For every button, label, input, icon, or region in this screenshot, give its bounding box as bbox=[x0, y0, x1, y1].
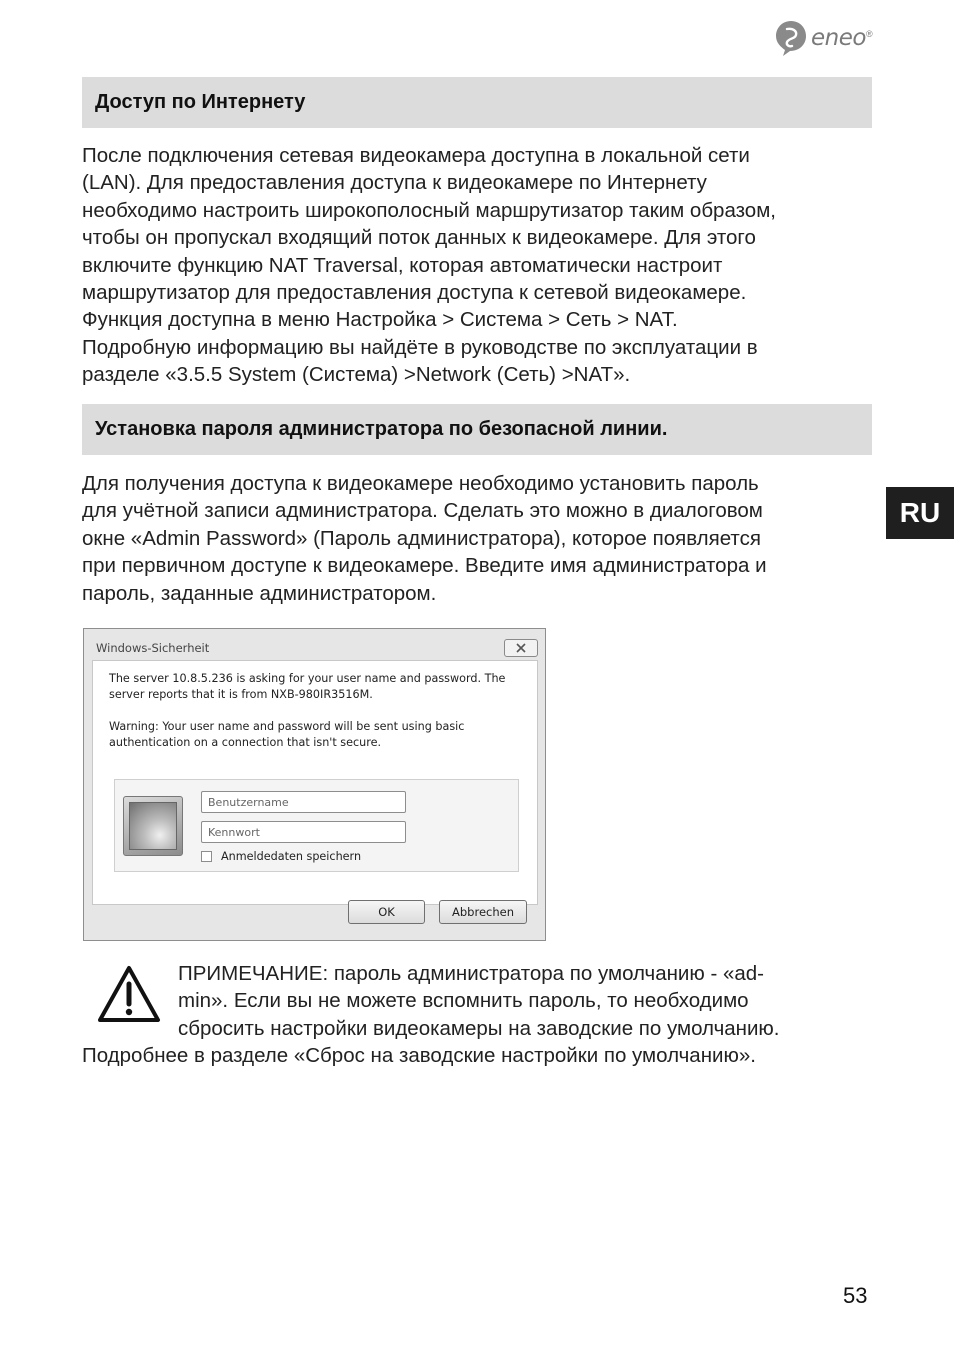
paragraph-line: окне «Admin Password» (Пароль администратора), которое появляется bbox=[82, 526, 761, 550]
paragraph-line: маршрутизатор для предоставления доступа к сетевой видеокамере. bbox=[82, 281, 747, 305]
admin-password-note bbox=[178, 960, 780, 1042]
paragraph-line: разделе «3.5.5 System (Система) >Network (Сеть) >NAT». bbox=[82, 363, 631, 387]
dialog-server-message bbox=[109, 671, 505, 703]
admin-password-paragraph bbox=[82, 470, 882, 607]
credentials-panel bbox=[114, 779, 519, 872]
dialog-title: Windows-Sicherheit bbox=[96, 641, 210, 655]
cancel-button[interactable]: Abbrechen bbox=[439, 900, 527, 924]
paragraph-line: необходимо настроить широкополосный маршрутизатор таким образом, bbox=[82, 198, 776, 222]
logo-registered-mark: ® bbox=[865, 29, 873, 39]
paragraph-line: для учётной записи администратора. Сделать это можно в диалоговом bbox=[82, 499, 763, 523]
eneo-logo bbox=[774, 18, 873, 58]
warning-triangle-icon bbox=[96, 964, 162, 1024]
flower-icon bbox=[129, 802, 177, 850]
dialog-warning-line: Warning: Your user name and password will be sent using basic bbox=[109, 720, 465, 733]
language-tab-ru: RU bbox=[886, 487, 954, 539]
paragraph-line: После подключения сетевая видеокамера доступна в локальной сети bbox=[82, 144, 750, 167]
dialog-warning-message bbox=[109, 719, 464, 751]
paragraph-line: (LAN). Для предоставления доступа к видеокамере по Интернету bbox=[82, 171, 707, 195]
dialog-content bbox=[92, 660, 538, 905]
close-icon bbox=[515, 643, 527, 653]
logo-text: eneo bbox=[811, 25, 866, 51]
section-heading-admin-password: Установка пароля администратора по безопасной линии. bbox=[82, 404, 872, 455]
note-line: min». Если вы не можете вспомнить пароль, то необходимо bbox=[178, 989, 749, 1013]
note-line: сбросить настройки видеокамеры на заводские по умолчанию. bbox=[178, 1016, 780, 1040]
paragraph-line: при первичном доступе к видеокамере. Введите имя администратора и bbox=[82, 554, 767, 578]
note-reference-line: Подробнее в разделе «Сброс на заводские настройки по умолчанию». bbox=[82, 1044, 756, 1067]
remember-credentials-option[interactable] bbox=[201, 850, 361, 863]
eneo-logo-icon bbox=[774, 19, 808, 57]
remember-label: Anmeldedaten speichern bbox=[221, 850, 362, 863]
dialog-message-line: server reports that it is from NXB-980IR3516M. bbox=[109, 688, 373, 701]
paragraph-line: чтобы он пропускал входящий поток данных к видеокамере. Для этого bbox=[82, 226, 756, 250]
dialog-close-button[interactable] bbox=[504, 639, 538, 657]
section-heading-internet-access: Доступ по Интернету bbox=[82, 77, 872, 128]
note-line: ПРИМЕЧАНИЕ: пароль администратора по умолчанию - «ad- bbox=[178, 962, 765, 985]
paragraph-line: включите функцию NAT Traversal, которая автоматически настроит bbox=[82, 253, 723, 277]
page-number: 53 bbox=[843, 1283, 868, 1308]
dialog-message-line: The server 10.8.5.236 is asking for your user name and password. The bbox=[109, 672, 506, 685]
paragraph-line: Функция доступна в меню Настройка > Система > Сеть > NAT. bbox=[82, 308, 678, 332]
dialog-warning-line: authentication on a connection that isn't secure. bbox=[109, 736, 382, 749]
username-input[interactable] bbox=[201, 791, 406, 813]
user-avatar bbox=[123, 796, 183, 856]
ok-button[interactable]: OK bbox=[348, 900, 425, 924]
paragraph-line: пароль, заданные администратором. bbox=[82, 581, 437, 605]
paragraph-line: Подробную информацию вы найдёте в руководстве по эксплуатации в bbox=[82, 335, 758, 359]
windows-security-dialog bbox=[83, 628, 546, 941]
internet-access-paragraph bbox=[82, 142, 882, 389]
paragraph-line: Для получения доступа к видеокамере необходимо установить пароль bbox=[82, 472, 759, 495]
password-input[interactable] bbox=[201, 821, 406, 843]
remember-checkbox[interactable] bbox=[201, 851, 212, 862]
